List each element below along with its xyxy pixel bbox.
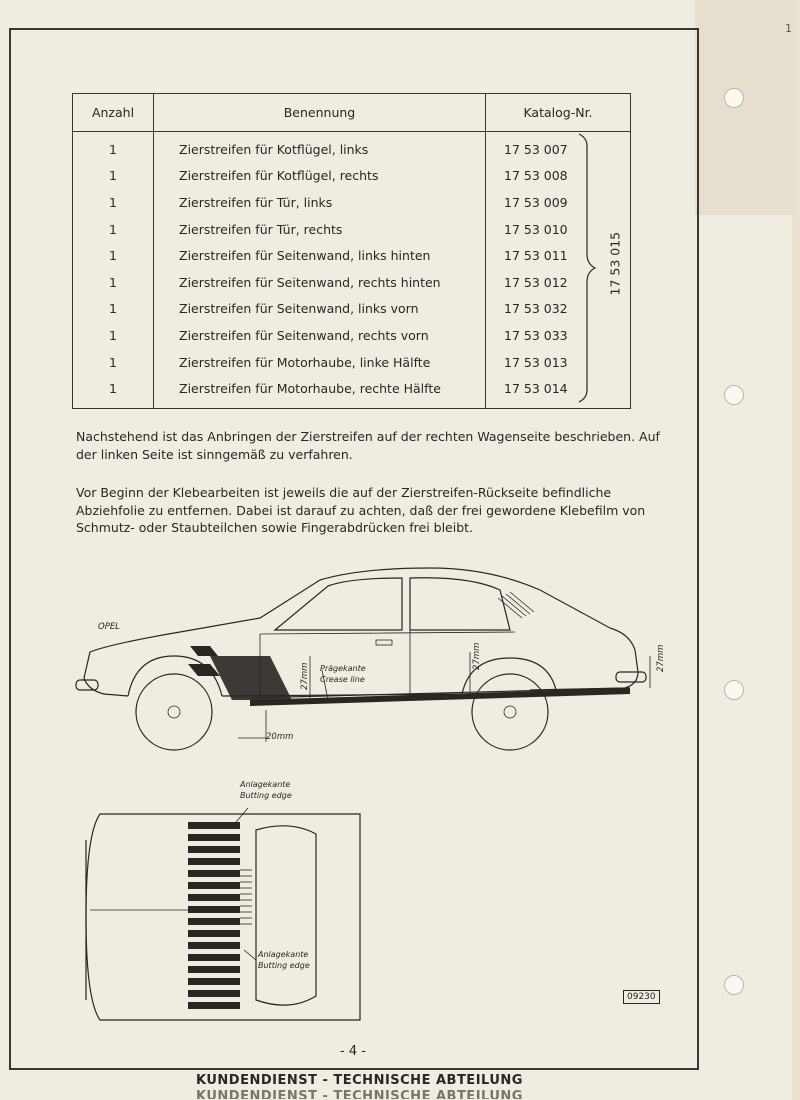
group-catalog-number: 17 53 015 (607, 231, 623, 296)
cell-catalog: 17 53 010 (486, 216, 631, 243)
butting-label-de-bottom: Anlagekante (258, 950, 309, 959)
front-wheel-icon (136, 674, 212, 750)
table-row (73, 322, 631, 349)
table-row (73, 375, 631, 408)
cell-name: Zierstreifen für Seitenwand, rechts hinten (154, 269, 486, 296)
cell-qty: 1 (73, 269, 154, 296)
table-row (73, 349, 631, 376)
cell-catalog: 17 53 007 (486, 132, 631, 163)
door-handle-icon (376, 640, 392, 645)
rear-bumper-icon (616, 672, 646, 682)
figure-code: 09230 (623, 990, 660, 1004)
cell-name: Zierstreifen für Seitenwand, links vorn (154, 296, 486, 323)
table-row (73, 216, 631, 243)
table-row (73, 163, 631, 190)
crease-label-de: Prägekante (320, 664, 366, 673)
punch-hole-icon (724, 975, 744, 995)
header-qty: Anzahl (73, 94, 154, 132)
dim-27mm-side: 27mm (656, 644, 666, 672)
dim-20mm: 20mm (266, 732, 294, 742)
fender-stripe-block (210, 656, 292, 700)
windshield-outline (256, 826, 316, 1005)
hood-stripe-set (188, 822, 240, 1009)
cell-catalog: 17 53 013 (486, 349, 631, 376)
cell-catalog: 17 53 008 (486, 163, 631, 190)
footer-department: KUNDENDIENST - TECHNISCHE ABTEILUNG (196, 1073, 523, 1088)
cell-catalog: 17 53 011 (486, 242, 631, 269)
cell-name: Zierstreifen für Seitenwand, links hinten (154, 242, 486, 269)
catalog-brace-icon (577, 132, 607, 404)
car-front-bumper-line (84, 678, 128, 696)
footer-bleed-through: KUNDENDIENST - TECHNISCHE ABTEILUNG (196, 1090, 523, 1099)
brand-lettering: OPEL (98, 622, 120, 632)
folded-corner (695, 0, 795, 215)
table-row (73, 242, 631, 269)
cell-qty: 1 (73, 132, 154, 163)
rear-wheel-icon (472, 674, 548, 750)
page-number: - 4 - (340, 1044, 366, 1059)
table-row (73, 189, 631, 216)
cell-catalog: 17 53 012 (486, 269, 631, 296)
cell-qty: 1 (73, 189, 154, 216)
parts-table (72, 93, 631, 409)
cell-catalog: 17 53 033 (486, 322, 631, 349)
cell-name: Zierstreifen für Kotflügel, links (154, 132, 486, 163)
cell-qty: 1 (73, 242, 154, 269)
rear-window (410, 578, 510, 630)
table-row (73, 296, 631, 323)
front-window (275, 578, 402, 630)
punch-hole-icon (724, 88, 744, 108)
butting-label-en-bottom: Butting edge (258, 961, 310, 970)
cell-name: Zierstreifen für Seitenwand, rechts vorn (154, 322, 486, 349)
cell-catalog: 17 53 014 (486, 375, 631, 408)
cell-qty: 1 (73, 375, 154, 408)
crease-label-en: Crease line (320, 675, 365, 684)
punch-hole-icon (724, 385, 744, 405)
corner-mark: 1 (785, 22, 792, 35)
front-bumper-icon (76, 680, 98, 690)
hood-outline (86, 814, 360, 1020)
car-side-view (70, 560, 690, 760)
butting-label-de-top: Anlagekante (240, 780, 291, 789)
cell-name: Zierstreifen für Motorhaube, linke Hälfte (154, 349, 486, 376)
cell-qty: 1 (73, 163, 154, 190)
cell-name: Zierstreifen für Kotflügel, rechts (154, 163, 486, 190)
table-row (73, 132, 631, 163)
cell-name: Zierstreifen für Tür, rechts (154, 216, 486, 243)
cell-qty: 1 (73, 216, 154, 243)
cell-qty: 1 (73, 322, 154, 349)
cell-name: Zierstreifen für Tür, links (154, 189, 486, 216)
cell-name: Zierstreifen für Motorhaube, rechte Hälfte (154, 375, 486, 408)
butting-label-en-top: Butting edge (240, 791, 292, 800)
header-name: Benennung (154, 94, 486, 132)
cell-qty: 1 (73, 296, 154, 323)
dim-27mm-door: 27mm (300, 662, 310, 690)
instruction-paragraph-1: Nachstehend ist das Anbringen der Zierstreifen auf der rechten Wagenseite beschrieben. Auf der linken Seite ist sinngemäß zu verfahren. (76, 429, 660, 462)
cowl-vent-icon (240, 870, 252, 924)
instruction-paragraph-2: Vor Beginn der Klebearbeiten ist jeweils die auf der Zierstreifen-Rückseite befindliche Abziehfolie zu entfernen. Dabei ist darauf zu achten, daß der frei gewordene Klebefilm von Schmutz- oder Staubteilchen sowie Fingerabdrücken frei bleibt. (76, 485, 646, 535)
punch-hole-icon (724, 680, 744, 700)
cell-catalog: 17 53 032 (486, 296, 631, 323)
header-catalog: Katalog-Nr. (486, 94, 631, 132)
cell-catalog: 17 53 009 (486, 189, 631, 216)
cell-qty: 1 (73, 349, 154, 376)
car-top-view (80, 800, 380, 1030)
dim-27mm-rear: 27mm (472, 642, 482, 670)
table-row (73, 269, 631, 296)
parts-table-header (73, 94, 631, 132)
